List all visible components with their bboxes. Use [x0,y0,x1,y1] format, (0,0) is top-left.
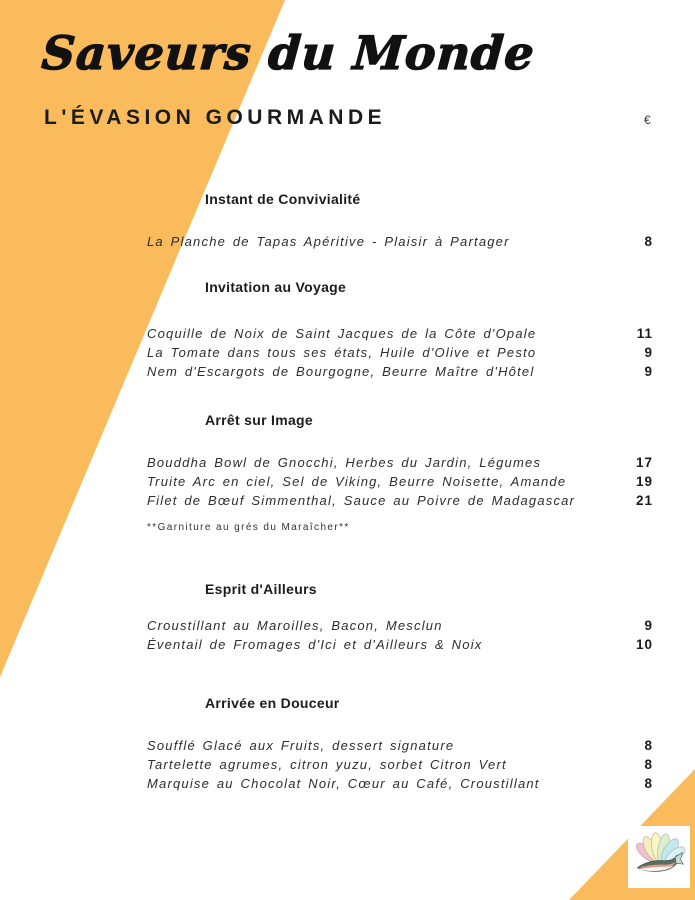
menu-item-row [147,774,653,793]
menu-section [147,411,653,533]
menu-item-name: La Tomate dans tous ses états, Huile d'Olive et Pesto [147,345,537,360]
menu-item-name: Truite Arc en ciel, Sel de Viking, Beurre Noisette, Amande [147,474,567,489]
item-list [147,453,653,510]
menu-item-row [147,362,653,381]
menu-section [147,190,653,251]
menu-title: L'ÉVASION GOURMANDE [44,106,387,129]
item-list [147,232,653,251]
menu-item-row [147,755,653,774]
menu-item-row [147,324,653,343]
menu-item-name: Croustillant au Maroilles, Bacon, Mesclun [147,618,443,633]
menu-item-name: Éventail de Fromages d'Ici et d'Ailleurs & Noix [147,637,483,652]
menu-section [147,580,653,654]
menu-item-price: 21 [635,493,653,508]
garnish-note: **Garniture au grés du Maraîcher** [147,522,350,533]
menu-item-name: Marquise au Chocolat Noir, Cœur au Café, Croustillant [147,776,540,791]
menu-item-row [147,491,653,510]
menu-section [147,694,653,793]
menu-item-name: Soufflé Glacé aux Fruits, dessert signature [147,738,455,753]
menu-item-name: Filet de Bœuf Simmenthal, Sauce au Poivre de Madagascar [147,493,576,508]
menu-item-price: 8 [644,234,653,249]
section-heading: Arrêt sur Image [205,412,313,428]
menu-item-row [147,635,653,654]
item-list [147,324,653,381]
menu-item-row [147,736,653,755]
menu-item-price: 11 [636,326,653,341]
menu-item-price: 8 [644,738,653,753]
menu-item-price: 10 [635,637,653,652]
menu-item-price: 8 [644,757,653,772]
menu-item-row [147,472,653,491]
item-list [147,616,653,654]
menu-item-price: 19 [635,474,653,489]
menu-item-price: 9 [644,345,653,360]
menu-item-row [147,616,653,635]
menu-item-price: 9 [644,618,653,633]
menu-section [147,278,653,381]
currency-symbol: € [644,113,651,127]
section-heading: Instant de Convivialité [205,191,361,207]
section-heading: Arrivée en Douceur [205,695,340,711]
menu-item-row [147,232,653,251]
menu-item-row [147,453,653,472]
section-heading: Invitation au Voyage [205,279,347,295]
item-list [147,736,653,793]
menu-item-name: La Planche de Tapas Apéritive - Plaisir à Partager [147,234,510,249]
menu-item-price: 8 [644,776,653,791]
menu-item-name: Tartelette agrumes, citron yuzu, sorbet Citron Vert [147,757,507,772]
menu-item-price: 17 [635,455,653,470]
menu-item-name: Bouddha Bowl de Gnocchi, Herbes du Jardin, Légumes [147,455,542,470]
menu-item-row [147,343,653,362]
menu-item-name: Coquille de Noix de Saint Jacques de la Côte d'Opale [147,326,537,341]
scallop-shell-fish-icon [632,830,686,884]
section-heading: Esprit d'Ailleurs [205,581,317,597]
menu-item-price: 9 [644,364,653,379]
menu-item-name: Nem d'Escargots de Bourgogne, Beurre Maître d'Hôtel [147,364,535,379]
brand-title: Saveurs du Monde [40,26,537,80]
logo-box [628,826,690,888]
